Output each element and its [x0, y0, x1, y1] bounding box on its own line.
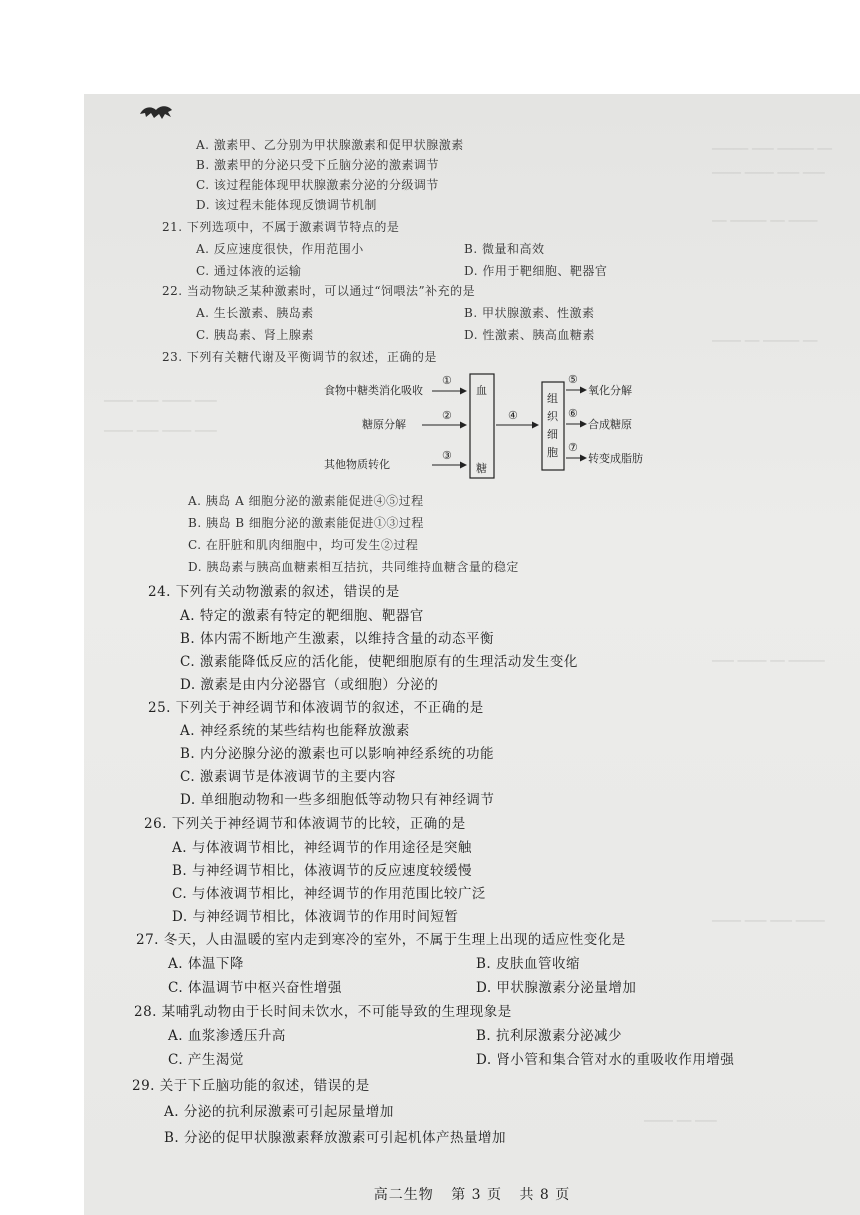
q24-option-d: D. 激素是由内分泌器官（或细胞）分泌的	[180, 677, 439, 693]
q27-option-b: B. 皮肤血管收缩	[476, 956, 581, 972]
q21-stem: 21. 下列选项中，不属于激素调节特点的是	[162, 220, 400, 234]
diagram-num-5: ⑤	[568, 373, 578, 386]
q29-option-a: A. 分泌的抗利尿激素可引起尿量增加	[164, 1104, 394, 1120]
q21-option-a: A. 反应速度很快，作用范围小	[196, 242, 364, 256]
q20-option-b: B. 激素甲的分泌只受下丘脑分泌的激素调节	[196, 158, 439, 172]
q22-stem: 22. 当动物缺乏某种激素时，可以通过“饲喂法”补充的是	[162, 284, 476, 298]
diagram-blood: 血	[476, 384, 487, 397]
q29-option-b: B. 分泌的促甲状腺激素释放激素可引起机体产热量增加	[164, 1130, 507, 1146]
glucose-metabolism-diagram	[324, 364, 654, 484]
q28-option-a: A. 血浆渗透压升高	[168, 1028, 286, 1044]
q23-stem: 23. 下列有关糖代谢及平衡调节的叙述，正确的是	[162, 350, 437, 364]
diagram-sugar: 糖	[476, 462, 487, 475]
q26-option-b: B. 与神经调节相比，体液调节的反应速度较缓慢	[172, 863, 473, 879]
q22-option-b: B. 甲状腺激素、性激素	[464, 306, 595, 320]
diagram-tissue-2: 织	[547, 410, 558, 423]
q25-option-c: C. 激素调节是体液调节的主要内容	[180, 769, 396, 785]
q28-option-c: C. 产生渴觉	[168, 1052, 244, 1068]
diagram-num-1: ①	[442, 374, 452, 387]
diagram-out-oxidation: 氧化分解	[588, 384, 632, 397]
q25-stem: 25. 下列关于神经调节和体液调节的叙述，不正确的是	[148, 700, 484, 716]
q21-option-c: C. 通过体液的运输	[196, 264, 302, 278]
q25-option-d: D. 单细胞动物和一些多细胞低等动物只有神经调节	[180, 792, 495, 808]
diagram-source-other: 其他物质转化	[324, 458, 390, 471]
diagram-out-fat: 转变成脂肪	[588, 452, 643, 465]
q27-stem: 27. 冬天，人由温暖的室内走到寒冷的室外，不属于生理上出现的适应性变化是	[136, 932, 626, 948]
diagram-num-6: ⑥	[568, 407, 578, 420]
q23-option-b: B. 胰岛 B 细胞分泌的激素能促进①③过程	[188, 516, 424, 530]
diagram-source-digestion: 食物中糖类消化吸收	[324, 384, 423, 397]
footer-page-number: 第 3 页	[451, 1187, 502, 1203]
q20-option-d: D. 该过程未能体现反馈调节机制	[196, 198, 377, 212]
q26-stem: 26. 下列关于神经调节和体液调节的比较，正确的是	[144, 816, 466, 832]
q26-option-a: A. 与体液调节相比，神经调节的作用途径是突触	[172, 840, 472, 856]
footer-total-pages: 共 8 页	[519, 1187, 571, 1203]
q27-option-d: D. 甲状腺激素分泌量增加	[476, 980, 637, 996]
q20-option-a: A. 激素甲、乙分别为甲状腺激素和促甲状腺激素	[196, 138, 464, 152]
diagram-out-glycogen: 合成糖原	[588, 418, 632, 431]
footer-subject: 高二生物	[373, 1187, 434, 1203]
q20-option-c: C. 该过程能体现甲状腺激素分泌的分级调节	[196, 178, 439, 192]
diagram-num-7: ⑦	[568, 441, 578, 454]
q28-stem: 28. 某哺乳动物由于长时间未饮水，不可能导致的生理现象是	[134, 1004, 512, 1020]
diagram-tissue-1: 组	[547, 392, 558, 405]
q28-option-d: D. 肾小管和集合管对水的重吸收作用增强	[476, 1052, 735, 1068]
diagram-source-glycogen: 糖原分解	[362, 418, 406, 431]
q23-option-a: A. 胰岛 A 细胞分泌的激素能促进④⑤过程	[188, 494, 424, 508]
q29-stem: 29. 关于下丘脑功能的叙述，错误的是	[132, 1078, 370, 1094]
q25-option-b: B. 内分泌腺分泌的激素也可以影响神经系统的功能	[180, 746, 495, 762]
q23-option-d: D. 胰岛素与胰高血糖素相互拮抗，共同维持血糖含量的稳定	[188, 560, 519, 574]
q25-option-a: A. 神经系统的某些结构也能释放激素	[180, 723, 410, 739]
diagram-num-4: ④	[508, 409, 518, 422]
q24-option-a: A. 特定的激素有特定的靶细胞、靶器官	[180, 608, 424, 624]
diagram-num-2: ②	[442, 409, 452, 422]
q26-option-c: C. 与体液调节相比，神经调节的作用范围比较广泛	[172, 886, 486, 902]
q21-option-b: B. 微量和高效	[464, 242, 545, 256]
school-logo-icon	[138, 102, 174, 122]
diagram-tissue-3: 细	[547, 428, 558, 441]
q28-option-b: B. 抗利尿激素分泌减少	[476, 1028, 623, 1044]
q22-option-c: C. 胰岛素、肾上腺素	[196, 328, 314, 342]
q26-option-d: D. 与神经调节相比，体液调节的作用时间短暂	[172, 909, 459, 925]
q23-option-c: C. 在肝脏和肌肉细胞中，均可发生②过程	[188, 538, 419, 552]
q21-option-d: D. 作用于靶细胞、靶器官	[464, 264, 608, 278]
q24-option-c: C. 激素能降低反应的活化能，使靶细胞原有的生理活动发生变化	[180, 654, 578, 670]
q27-option-a: A. 体温下降	[168, 956, 244, 972]
exam-page: ───── ─── ───── ── ──── ──── ─── ─── ── ───── ── ──── ──── ── ───── ── ──── ─── ──── ─── ──── ─── ──── ─── ─── ──── ── ───── ──── ─── ─── ──── ──── ── ─── A. 激素甲、乙分别为甲状腺激素和促甲状腺激素 B. 激素甲的分泌只受下丘脑分泌的激素调节 C. 该过程能体现甲状腺激素分泌的分级调节 D. 该过程未能体现反馈调节机制 21. 下列选项中，不属于激素调节特点的是 A. 反应速度很快，作用范围小 B. 微量和高效 C. 通过体液的运输 D. 作用于靶细胞、靶器官 22. 当动物缺乏某种激素时，可以通过“饲喂法”补充的是 A. 生长激素、胰岛素 B. 甲状腺激素、性激素 C. 胰岛素、肾上腺素 D. 性激素、胰高血糖素 23. 下列有关糖代谢及平衡调节的叙述，正确的是 食物中糖类消化吸收 糖原分解 其他物质转化 ① ② ③ 血 糖 ④ 组 织 细 胞 ⑤ ⑥ ⑦ 氧化分解 合成糖原 转变成脂肪 A. 胰岛 A 细胞分泌的激素能促进④⑤过程 B. 胰岛 B 细胞分泌的激素能促进①③过程 C. 在肝脏和肌肉细胞中，均可发生②过程 D. 胰岛素与胰高血糖素相互拮抗，共同维持血糖含量的稳定 24. 下列有关动物激素的叙述，错误的是 A. 特定的激素有特定的靶细胞、靶器官 B. 体内需不断地产生激素，以维持含量的动态平衡 C. 激素能降低反应的活化能，使靶细胞原有的生理活动发生变化 D. 激素是由内分泌器官（或细胞）分泌的 25. 下列关于神经调节和体液调节的叙述，不正确的是 A. 神经系统的某些结构也能释放激素 B. 内分泌腺分泌的激素也可以影响神经系统的功能 C. 激素调节是体液调节的主要内容 D. 单细胞动物和一些多细胞低等动物只有神经调节 26. 下列关于神经调节和体液调节的比较，正确的是 A. 与体液调节相比，神经调节的作用途径是突触 B. 与神经调节相比，体液调节的反应速度较缓慢 C. 与体液调节相比，神经调节的作用范围比较广泛 D. 与神经调节相比，体液调节的作用时间短暂 27. 冬天，人由温暖的室内走到寒冷的室外，不属于生理上出现的适应性变化是 A. 体温下降 B. 皮肤血管收缩 C. 体温调节中枢兴奋性增强 D. 甲状腺激素分泌量增加 28. 某哺乳动物由于长时间未饮水，不可能导致的生理现象是 A. 血浆渗透压升高 B. 抗利尿激素分泌减少 C. 产生渴觉 D. 肾小管和集合管对水的重吸收作用增强 29. 关于下丘脑功能的叙述，错误的是 A. 分泌的抗利尿激素可引起尿量增加 B. 分泌的促甲状腺激素释放激素可引起机体产热量增加 高二生物 第 3 页 共 8 页	[84, 94, 860, 1215]
q24-stem: 24. 下列有关动物激素的叙述，错误的是	[148, 584, 400, 600]
diagram-num-3: ③	[442, 449, 452, 462]
q22-option-a: A. 生长激素、胰岛素	[196, 306, 314, 320]
page-footer	[84, 1184, 860, 1204]
q24-option-b: B. 体内需不断地产生激素，以维持含量的动态平衡	[180, 631, 495, 647]
q27-option-c: C. 体温调节中枢兴奋性增强	[168, 980, 342, 996]
q22-option-d: D. 性激素、胰高血糖素	[464, 328, 595, 342]
diagram-tissue-4: 胞	[547, 446, 558, 459]
